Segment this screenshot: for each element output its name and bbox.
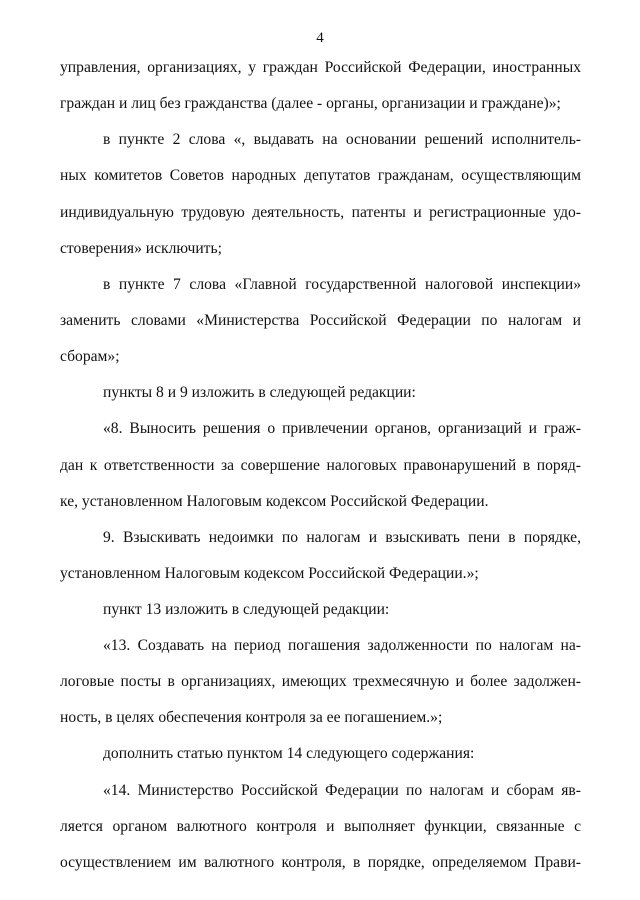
text-line: ке, установленном Налоговым кодексом Российской Федерации. [60,493,489,510]
text-line: дополнить статью пунктом 14 следующего содержания: [103,745,475,762]
text-line: осуществлением им валютного контроля, в порядке, определяемом Прави- [60,854,581,871]
text-line: граждан и лиц без гражданства (далее - органы, организации и граждане)»; [60,95,561,112]
text-line: в пункте 7 слова «Главной государственной налоговой инспекции» [103,276,581,293]
text-line: сборам»; [60,348,120,365]
text-line: ность, в целях обеспечения контроля за ее погашением.»; [60,709,443,726]
text-line: «8. Выносить решения о привлечении органов, организаций и граж- [103,420,581,437]
text-line: управления, организациях, у граждан Российской Федерации, иностранных [60,59,581,76]
text-line: ляется органом валютного контроля и выполняет функции, связанные с [60,818,581,835]
text-line: индивидуальную трудовую деятельность, патенты и регистрационные удо- [60,204,581,221]
text-line: «13. Создавать на период погашения задолженности по налогам на- [103,637,581,654]
text-line: установленном Налоговым кодексом Российской Федерации.»; [60,565,479,582]
page-number: 4 [316,30,324,46]
text-line: 9. Взыскивать недоимки по налогам и взыскивать пени в порядке, [103,529,581,546]
text-line: заменить словами «Министерства Российской Федерации по налогам и [60,312,581,329]
text-line: «14. Министерство Российской Федерации по налогам и сборам яв- [103,782,581,799]
text-line: ных комитетов Советов народных депутатов гражданам, осуществляющим [60,167,581,184]
text-line: логовые посты в организациях, имеющих трехмесячную и более задолжен- [60,673,581,690]
text-line: пункт 13 изложить в следующей редакции: [103,601,390,618]
text-line: в пункте 2 слова «, выдавать на основании решений исполнитель- [103,131,581,148]
text-line: дан к ответственности за совершение налоговых правонарушений в поряд- [60,457,581,474]
text-line: стоверения» исключить; [60,240,222,257]
text-line: пункты 8 и 9 изложить в следующей редакции: [103,384,416,401]
